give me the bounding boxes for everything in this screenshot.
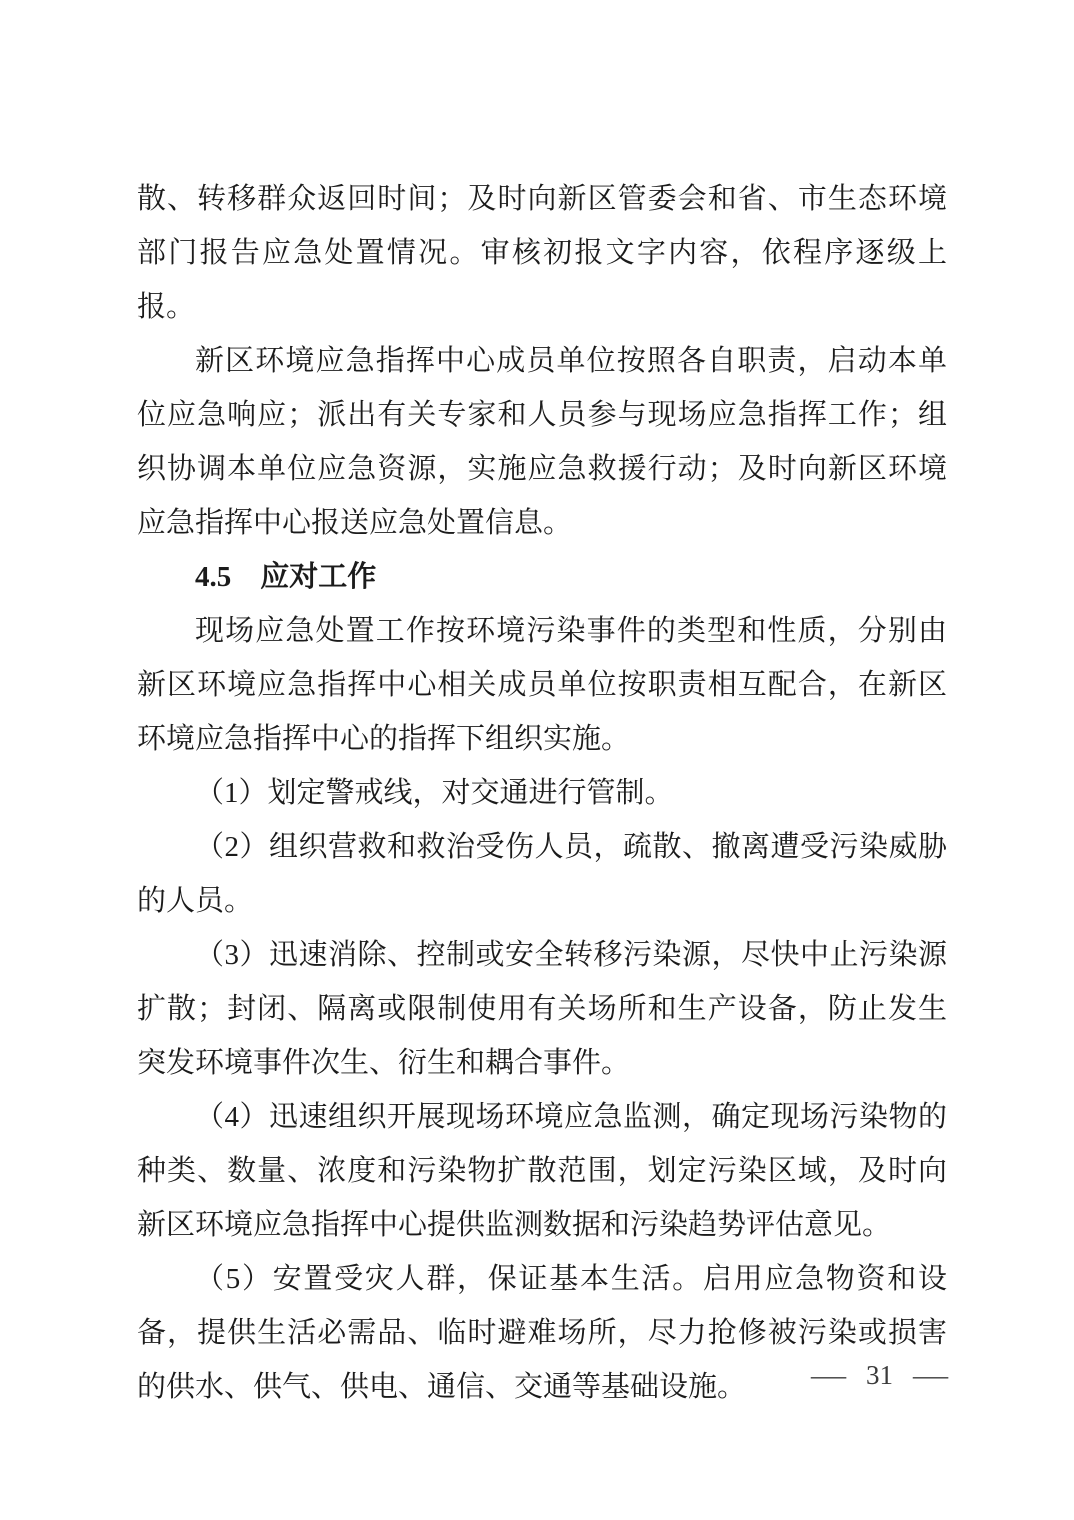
document-body xyxy=(137,172,947,1414)
list-item-1: （1）划定警戒线，对交通进行管制。 xyxy=(195,777,674,809)
list-item-2: （2）组织营救和救治受伤人员，疏散、撤离遭受污染威胁的人员。 xyxy=(137,831,947,917)
footer-dash-right: — xyxy=(912,1360,949,1390)
section-heading: 4.5 应对工作 xyxy=(195,561,377,593)
paragraph: 新区环境应急指挥中心成员单位按照各自职责，启动本单位应急响应；派出有关专家和人员参与现场应急指挥工作；组织协调本单位应急资源，实施应急救援行动；及时向新区环境应急指挥中心报送应急处置信息。 xyxy=(137,345,947,539)
page-footer xyxy=(810,1358,949,1392)
footer-dash-left: — xyxy=(810,1360,847,1390)
paragraph-continuation: 散、转移群众返回时间；及时向新区管委会和省、市生态环境部门报告应急处置情况。审核初报文字内容，依程序逐级上报。 xyxy=(137,183,947,323)
paragraph: 现场应急处置工作按环境污染事件的类型和性质，分别由新区环境应急指挥中心相关成员单位按职责相互配合，在新区环境应急指挥中心的指挥下组织实施。 xyxy=(137,615,947,755)
list-item-5: （5）安置受灾人群，保证基本生活。启用应急物资和设备，提供生活必需品、临时避难场所，尽力抢修被污染或损害的供水、供气、供电、通信、交通等基础设施。 xyxy=(137,1263,947,1403)
list-item-4: （4）迅速组织开展现场环境应急监测，确定现场污染物的种类、数量、浓度和污染物扩散范围，划定污染区域，及时向新区环境应急指挥中心提供监测数据和污染趋势评估意见。 xyxy=(137,1101,947,1241)
list-item-3: （3）迅速消除、控制或安全转移污染源，尽快中止污染源扩散；封闭、隔离或限制使用有关场所和生产设备，防止发生突发环境事件次生、衍生和耦合事件。 xyxy=(137,939,947,1079)
page-number: 31 xyxy=(866,1360,893,1390)
